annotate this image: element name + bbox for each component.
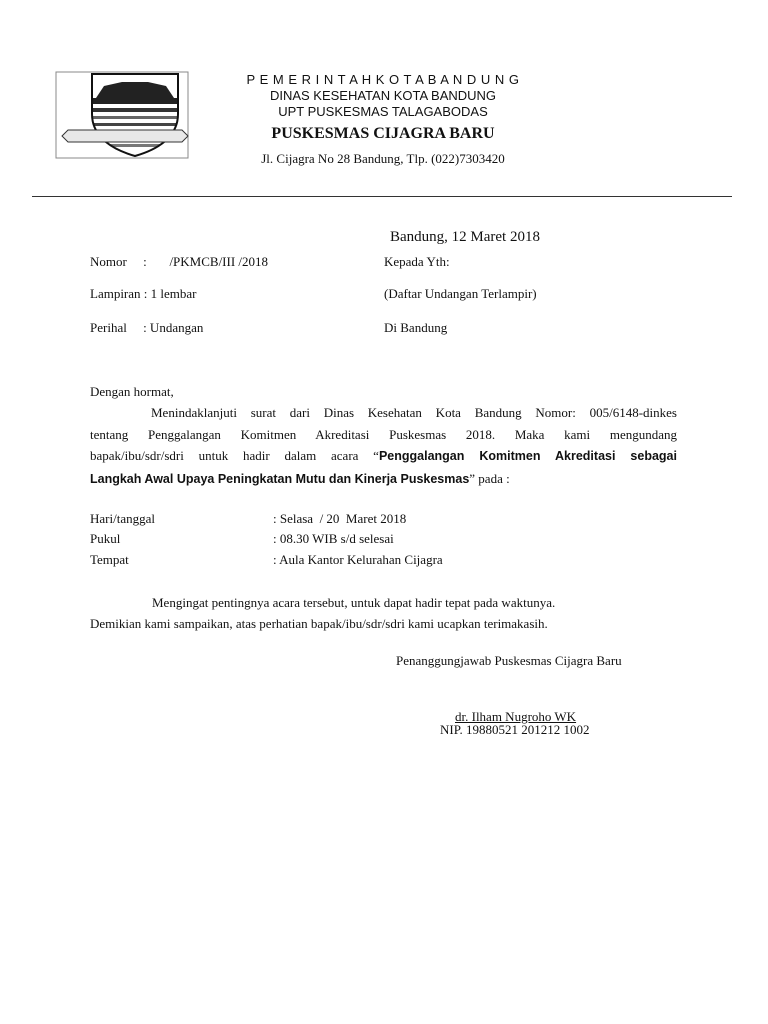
nomor-line: Nomor : /PKMCB/III /2018 [90,254,269,269]
letterhead-upt: UPT PUSKESMAS TALAGABODAS [278,104,488,119]
letterhead-divider [32,196,732,197]
body-line-1: Menindaklanjuti surat dari Dinas Kesehatan Kota Bandung Nomor: 005/6148-dinkes [151,405,677,420]
letterhead-address: Jl. Cijagra No 28 Bandung, Tlp. (022)7303420 [261,151,505,166]
letterhead-puskesmas: PUSKESMAS CIJAGRA BARU [271,125,495,142]
recipient-list-note: (Daftar Undangan Terlampir) [384,286,537,301]
event-day-label: Hari/tanggal [90,511,155,526]
lampiran-line: Lampiran : 1 lembar [90,286,197,301]
event-place-label: Tempat [90,552,129,567]
event-time-label: Pukul [90,531,121,546]
city-logo [52,68,192,164]
closing-line-1: Mengingat pentingnya acara tersebut, untuk dapat hadir tepat pada waktunya. [152,595,556,610]
letterhead-government: P E M E R I N T A H K O T A B A N D U N G [246,72,520,87]
closing-line-2: Demikian kami sampaikan, atas perhatian bapak/ibu/sdr/sdri kami ucapkan terimakasih. [90,616,548,631]
recipient-location: Di Bandung [384,320,448,335]
perihal-line: Perihal : Undangan [90,320,204,335]
salutation: Dengan hormat, [90,384,174,399]
event-time-value: : 08.30 WIB s/d selesai [273,531,394,546]
signatory-nip: NIP. 19880521 201212 1002 [440,722,590,737]
body-line-3: bapak/ibu/sdr/sdri untuk hadir dalam acara “Penggalangan Komitmen Akreditasi sebagai [90,448,677,463]
letterhead-department: DINAS KESEHATAN KOTA BANDUNG [269,88,497,103]
signature-title: Penanggungjawab Puskesmas Cijagra Baru [396,653,622,668]
event-day-value: : Selasa / 20 Maret 2018 [273,511,407,526]
signatory-name: dr. Ilham Nugroho WK [455,709,577,724]
body-line-2: tentang Penggalangan Komitmen Akreditasi Puskesmas 2018. Maka kami mengundang [90,426,677,442]
body-paragraph [90,402,677,490]
body-line-4: Langkah Awal Upaya Peningkatan Mutu dan Kinerja Puskesmas” pada : [90,470,510,486]
recipient-heading: Kepada Yth: [384,254,450,269]
event-place-value: : Aula Kantor Kelurahan Cijagra [273,552,443,567]
letter-date: Bandung, 12 Maret 2018 [390,229,540,245]
